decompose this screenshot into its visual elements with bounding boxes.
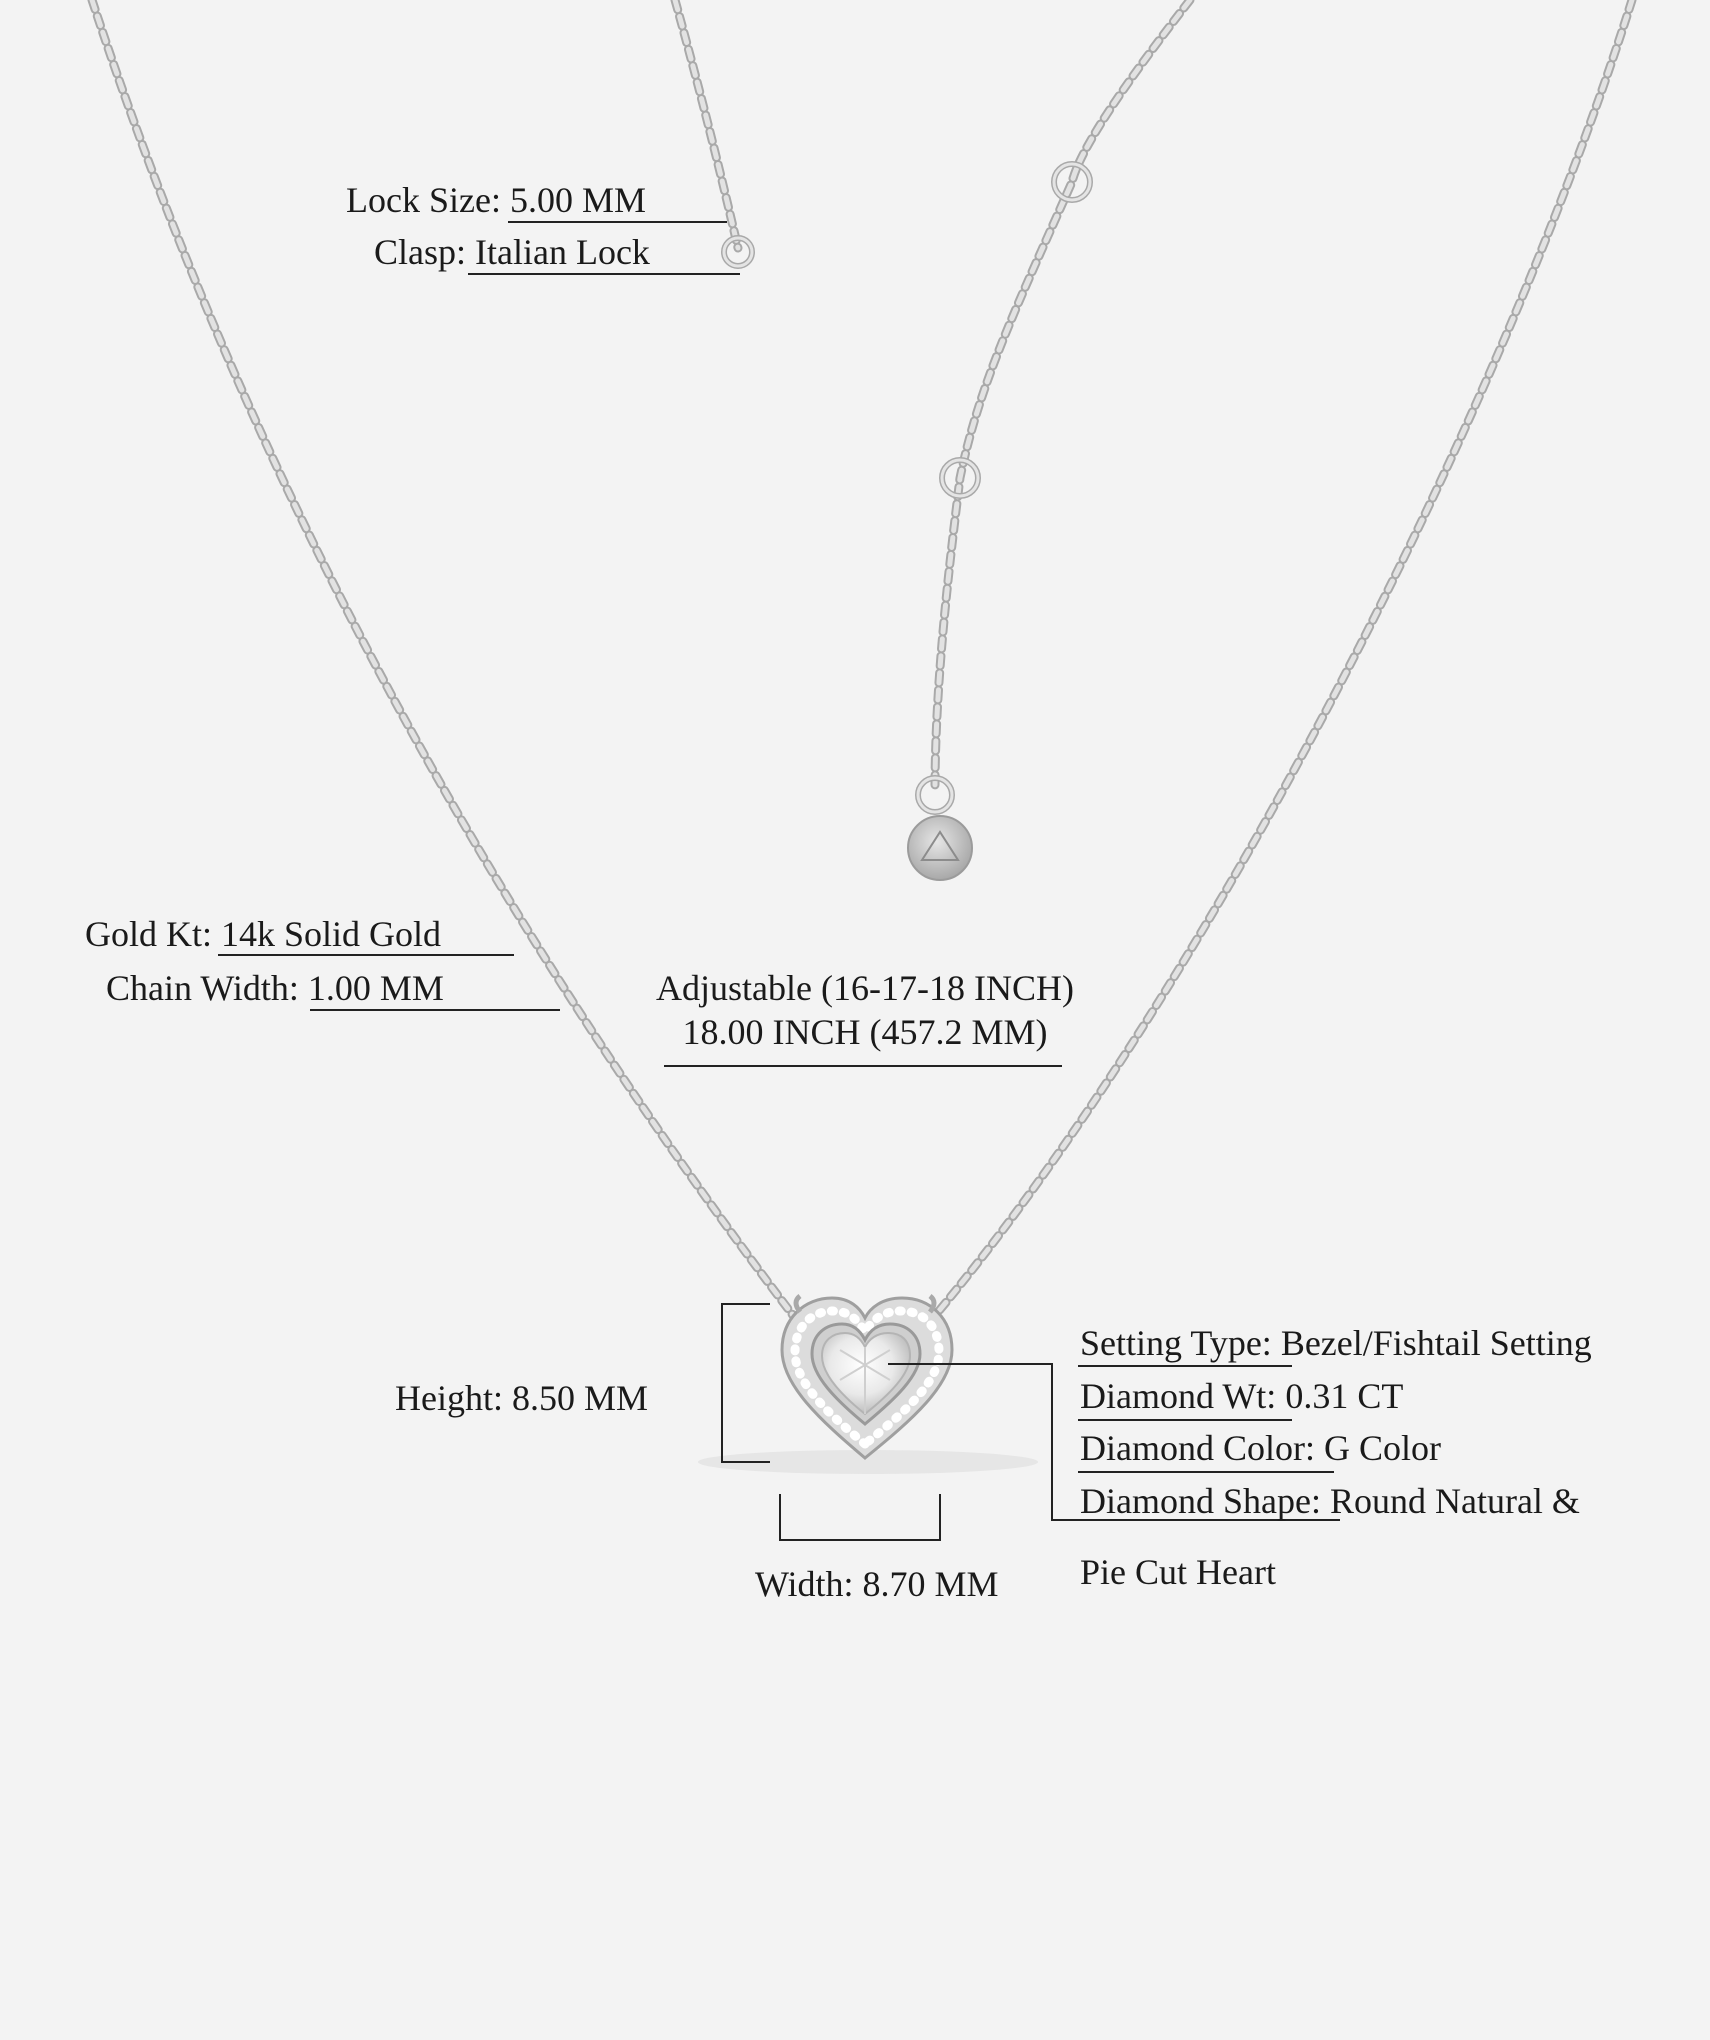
width-label: Width: [755,1564,854,1604]
length-value: 18.00 INCH (457.2 MM) [682,1012,1048,1052]
gold-kt-spec [85,914,441,954]
diamond-color-spec [1080,1428,1441,1468]
gold-kt-value: 14k Solid Gold [221,914,442,954]
width-value: 8.70 MM [862,1564,999,1604]
diamond-wt-spec [1080,1376,1403,1416]
diamond-shape-label: Diamond Shape: [1080,1481,1321,1521]
setting-type-spec [1080,1323,1592,1363]
chain-width-value: 1.00 MM [307,968,444,1008]
lock-size-label: Lock Size: [346,180,501,220]
clasp-value: Italian Lock [475,232,650,272]
width-spec [755,1564,999,1604]
chain-width-label: Chain Width: [106,968,299,1008]
clasp-label: Clasp: [374,232,467,272]
setting-type-label: Setting Type: [1080,1323,1272,1363]
diamond-color-label: Diamond Color: [1080,1428,1315,1468]
length-spec [620,968,1110,1052]
length-adjustable: Adjustable (16-17-18 INCH) [656,968,1074,1008]
diamond-shape-value-line2: Pie Cut Heart [1080,1552,1276,1592]
clasp-spec [374,232,650,272]
height-label: Height: [395,1378,503,1418]
diamond-shape-spec [1080,1481,1580,1521]
chain-width-spec [106,968,444,1008]
chain [92,0,1632,1318]
diamond-wt-label: Diamond Wt: [1080,1376,1277,1416]
height-spec [395,1378,648,1418]
diamond-wt-value: 0.31 CT [1285,1376,1404,1416]
chain-extender-strand [935,0,1190,790]
width-bracket [780,1494,940,1540]
chain-right-strand [933,0,1632,1318]
diamond-shape-value: Round Natural & [1329,1481,1580,1521]
height-bracket [722,1304,770,1462]
height-value: 8.50 MM [511,1378,649,1418]
tag-charm [908,816,972,880]
setting-type-value: Bezel/Fishtail Setting [1280,1323,1592,1363]
lock-size-spec [346,180,646,220]
lock-size-value: 5.00 MM [509,180,646,220]
diamond-color-value: G Color [1323,1428,1441,1468]
gold-kt-label: Gold Kt: [85,914,213,954]
heart-pendant [698,1296,1038,1474]
